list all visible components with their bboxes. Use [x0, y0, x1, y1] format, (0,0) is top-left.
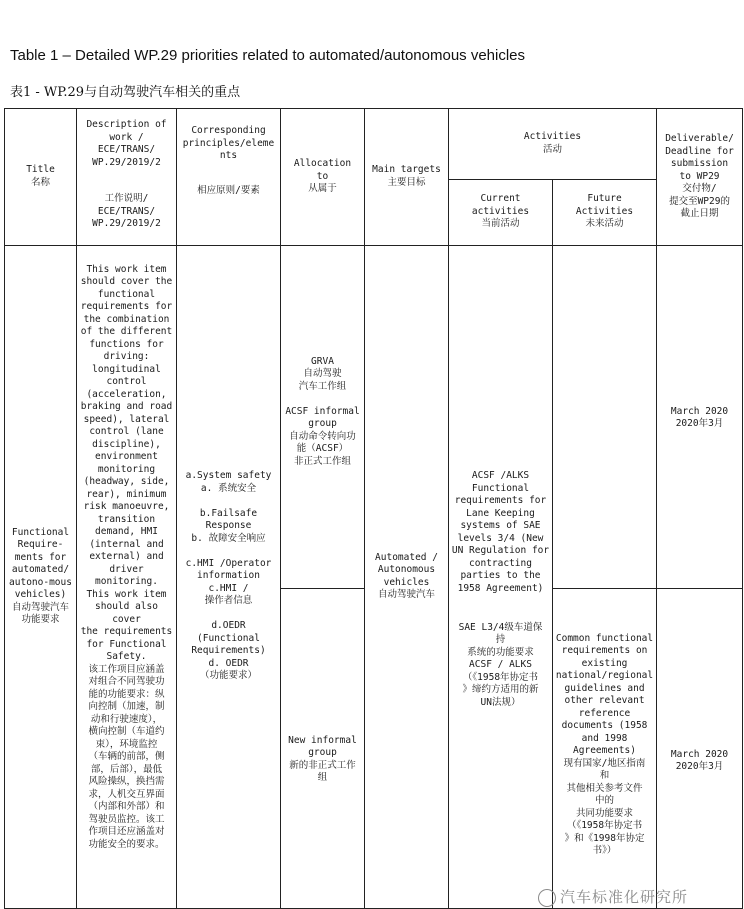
table-title-chinese: 表1 - WP.29与自动驾驶汽车相关的重点 — [10, 85, 241, 100]
row-deadline-1: March 2020 2020年3月 — [657, 245, 743, 588]
header-allocation: Allocation to 从属于 — [281, 109, 365, 246]
header-deliverable: Deliverable/ Deadline for submission to WP29 交付物/ 提交至WP29的 截止日期 — [657, 109, 743, 246]
row-description: This work item should cover the functional requirements for the combination of the different functions for driving: longitudinal control (acceleration, braking and road speed), lateral control (lane discipline), environment monitoring (headway, side, rear), minimum risk manoeuvre, transition demand, HMI (internal and external) and driver monitoring. This work item should also cover the requirements for Functional Safety. 该工作项目应涵盖 对组合不同驾驶功 能的功能要求：纵 向控制（加速，制 动和行驶速度）， 横向控制（车道约 束），环境监控 （车辆的前部，侧 部，后部），最低 风险操纵，换挡需 求，人机交互界面 （内部和外部）和 驾驶员监控。该工 作项目还应涵盖对 功能安全的要求。 — [77, 245, 177, 908]
row-future-activities: Common functional requirements on existing national/regional guidelines and other relevant reference documents (1958 and 1998 Agreements) 现有国家/地区指南 和 其他相关参考文件 中的 共同功能要求 （《1958年协定书 》和《1998年协定 书》） — [553, 588, 657, 908]
header-future-activities: Future Activities 未来活动 — [553, 179, 657, 245]
row-main-targets: Automated / Autonomous vehicles 自动驾驶汽车 — [365, 245, 449, 908]
watermark — [538, 886, 688, 907]
header-description-en: Description of work / ECE/TRANS/ WP.29/2019/2 — [77, 109, 177, 180]
header-activities: Activities 活动 — [449, 109, 657, 180]
row-principles: a.System safety a. 系统安全 b.Failsafe Response b. 故障安全响应 c.HMI /Operator information c.HMI / 操作者信息 d.OEDR (Functional Requirements) d. OEDR （功能要求） — [177, 245, 281, 908]
table-title-english: Table 1 – Detailed WP.29 priorities related to automated/autonomous vehicles — [10, 47, 526, 64]
wechat-logo-icon — [538, 889, 556, 907]
header-current-activities: Current activities 当前活动 — [449, 179, 553, 245]
row-deadline-2: March 2020 2020年3月 — [657, 588, 743, 908]
current-activities-en: ACSF /ALKS Functional requirements for Lane Keeping systems of SAE levels 3/4 (New UN Regulation for contracting parties to the 1958 Agreement) — [451, 470, 550, 594]
header-description-zh: 工作说明/ ECE/TRANS/ WP.29/2019/2 — [77, 179, 177, 245]
current-activities-zh: SAE L3/4级车道保 持 系统的功能要求 ACSF / ALKS （《1958年协定书 》缔约方适用的新 UN法规） — [458, 621, 543, 708]
row-current-activities — [449, 245, 553, 908]
row-allocation-new-group: New informal group 新的非正式工作 组 — [281, 588, 365, 908]
row-title: Functional Require- ments for automated/ autono-mous vehicles) 自动驾驶汽车 功能要求 — [5, 245, 77, 908]
row-allocation-grva: GRVA 自动驾驶 汽车工作组 ACSF informal group 自动命令转向功 能（ACSF） 非正式工作组 — [281, 245, 365, 588]
priorities-table — [4, 108, 743, 909]
row-future-activities-top — [553, 245, 657, 588]
header-title: Title 名称 — [5, 109, 77, 246]
header-principles-en: Corresponding principles/eleme nts — [177, 109, 281, 180]
watermark-text: 汽车标准化研究所 — [560, 888, 689, 906]
header-principles-zh: 相应原则/要素 — [177, 179, 281, 245]
header-main-targets: Main targets 主要目标 — [365, 109, 449, 246]
